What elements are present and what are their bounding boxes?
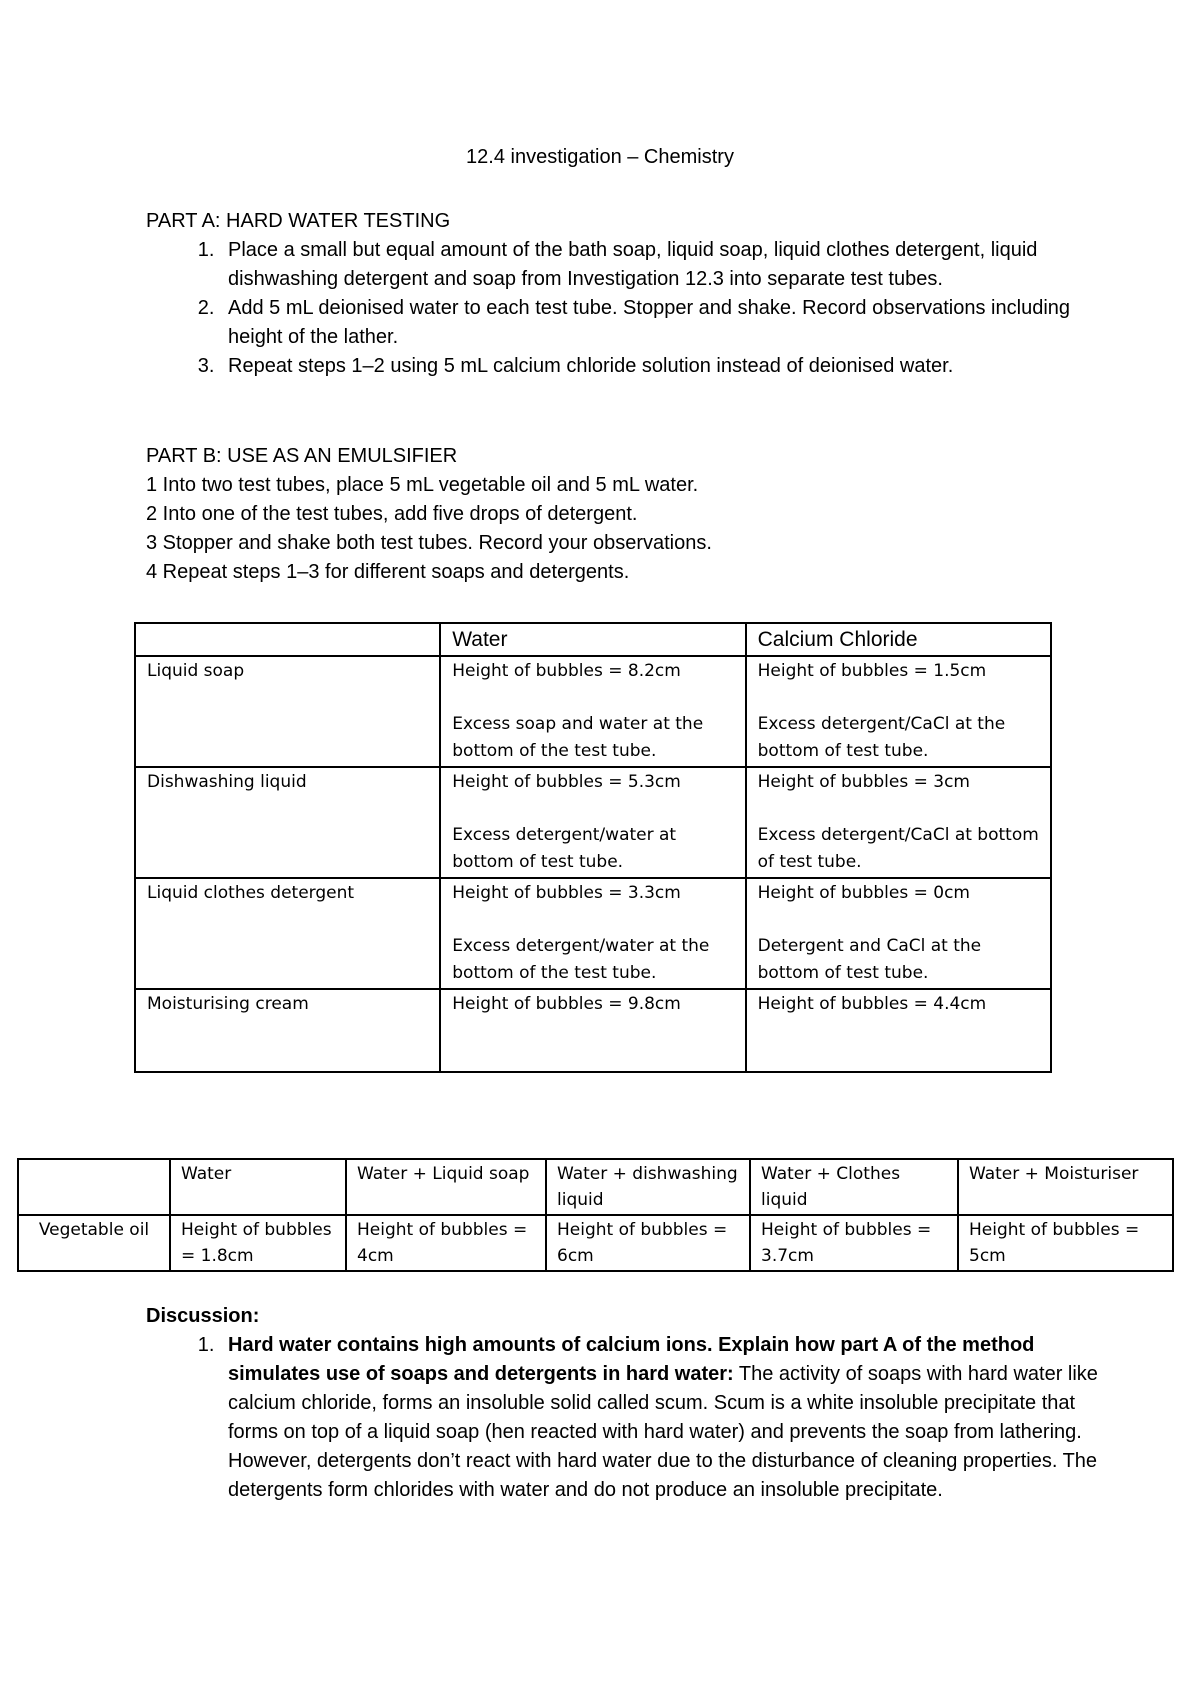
row-label: Moisturising cream: [135, 989, 440, 1072]
water-cell: [440, 767, 745, 878]
table-header-row: [135, 623, 1051, 656]
table-row: [18, 1215, 1173, 1271]
observation-note: Excess detergent/water at bottom of test tube.: [452, 825, 677, 872]
value-cell: Height of bubbles = 5cm: [958, 1215, 1173, 1271]
part-b-line: 2 Into one of the test tubes, add five drops of detergent.: [146, 503, 638, 525]
row-label: Liquid clothes detergent: [135, 878, 440, 989]
part-b-heading: PART B: USE AS AN EMULSIFIER: [146, 445, 458, 467]
discussion-item: [220, 1331, 1106, 1505]
water-cell: [440, 656, 745, 767]
header-cell: Water + Moisturiser: [958, 1159, 1173, 1215]
height-value: Height of bubbles = 8.2cm: [452, 661, 681, 681]
height-value: Height of bubbles = 4.4cm: [757, 994, 987, 1014]
calcium-chloride-cell: [746, 767, 1051, 878]
height-value: Height of bubbles = 3cm: [757, 772, 970, 792]
height-value: Height of bubbles = 5.3cm: [452, 772, 681, 792]
row-label: Liquid soap: [135, 656, 440, 767]
part-a-step: 3. Repeat steps 1–2 using 5 mL calcium chloride solution instead of deionised water.: [220, 352, 1106, 381]
height-value: Height of bubbles = 9.8cm: [452, 994, 681, 1014]
value-cell: Height of bubbles = 4cm: [346, 1215, 546, 1271]
observation-note: Detergent and CaCl at the bottom of test tube.: [757, 936, 982, 983]
part-b-line: 3 Stopper and shake both test tubes. Record your observations.: [146, 532, 712, 554]
row-label: Dishwashing liquid: [135, 767, 440, 878]
header-cell: Water: [170, 1159, 346, 1215]
header-cell: Water + Clothes liquid: [750, 1159, 958, 1215]
table-row: [135, 767, 1051, 878]
table-row: [135, 989, 1051, 1072]
table-row: [135, 656, 1051, 767]
calcium-chloride-cell: [746, 878, 1051, 989]
water-cell: [440, 989, 745, 1072]
emulsifier-results-table: [17, 1158, 1174, 1272]
table-header-row: [18, 1159, 1173, 1215]
discussion-list: [146, 1331, 1106, 1505]
calcium-chloride-cell: [746, 656, 1051, 767]
discussion-section: [146, 1302, 1106, 1505]
calcium-chloride-cell: [746, 989, 1051, 1072]
table-row: [135, 878, 1051, 989]
height-value: Height of bubbles = 1.5cm: [757, 661, 987, 681]
part-b-section: [146, 442, 1106, 587]
part-a-step: 2. Add 5 mL deionised water to each test tube. Stopper and shake. Record observations including height of the lather.: [220, 294, 1106, 352]
header-cell: Water + Liquid soap: [346, 1159, 546, 1215]
header-cell: Water + dishwashing liquid: [546, 1159, 750, 1215]
part-a-step: 1. Place a small but equal amount of the bath soap, liquid soap, liquid clothes detergent, liquid dishwashing detergent and soap from Investigation 12.3 into separate test tubes.: [220, 236, 1106, 294]
header-cell: [18, 1159, 170, 1215]
discussion-answer: The activity of soaps with hard water like calcium chloride, forms an insoluble solid called scum. Scum is a white insoluble precipitate that forms on top of a liquid soap (hen reacted with hard water) and prevents the soap from lathering. However, detergents don’t react with hard water due to the disturbance of cleaning properties. The detergents form chlorides with water and do not produce an insoluble precipitate.: [228, 1363, 1098, 1501]
value-cell: Height of bubbles = 1.8cm: [170, 1215, 346, 1271]
header-cell: Calcium Chloride: [746, 623, 1051, 656]
header-cell: Water: [440, 623, 745, 656]
value-cell: Height of bubbles = 3.7cm: [750, 1215, 958, 1271]
value-cell: Height of bubbles = 6cm: [546, 1215, 750, 1271]
row-label: Vegetable oil: [18, 1215, 170, 1271]
observation-note: Excess detergent/CaCl at bottom of test tube.: [757, 825, 1039, 872]
part-a-heading: PART A: HARD WATER TESTING: [146, 210, 451, 232]
document-title: 12.4 investigation – Chemistry: [466, 146, 734, 168]
discussion-question: Hard water contains high amounts of calcium ions. Explain how part A of the method simulates use of soaps and detergents in hard water:: [228, 1334, 1035, 1385]
header-cell: [135, 623, 440, 656]
observation-note: Excess detergent/water at the bottom of the test tube.: [452, 936, 710, 983]
discussion-heading: Discussion:: [146, 1305, 260, 1327]
height-value: Height of bubbles = 3.3cm: [452, 883, 681, 903]
water-cell: [440, 878, 745, 989]
part-b-line: 1 Into two test tubes, place 5 mL vegetable oil and 5 mL water.: [146, 474, 699, 496]
height-value: Height of bubbles = 0cm: [757, 883, 970, 903]
part-a-steps: [146, 236, 1106, 381]
part-b-line: 4 Repeat steps 1–3 for different soaps and detergents.: [146, 561, 630, 583]
hard-water-results-table: [134, 622, 1052, 1073]
part-a-section: [146, 207, 1106, 381]
observation-note: Excess detergent/CaCl at the bottom of test tube.: [757, 714, 1006, 761]
observation-note: Excess soap and water at the bottom of the test tube.: [452, 714, 704, 761]
